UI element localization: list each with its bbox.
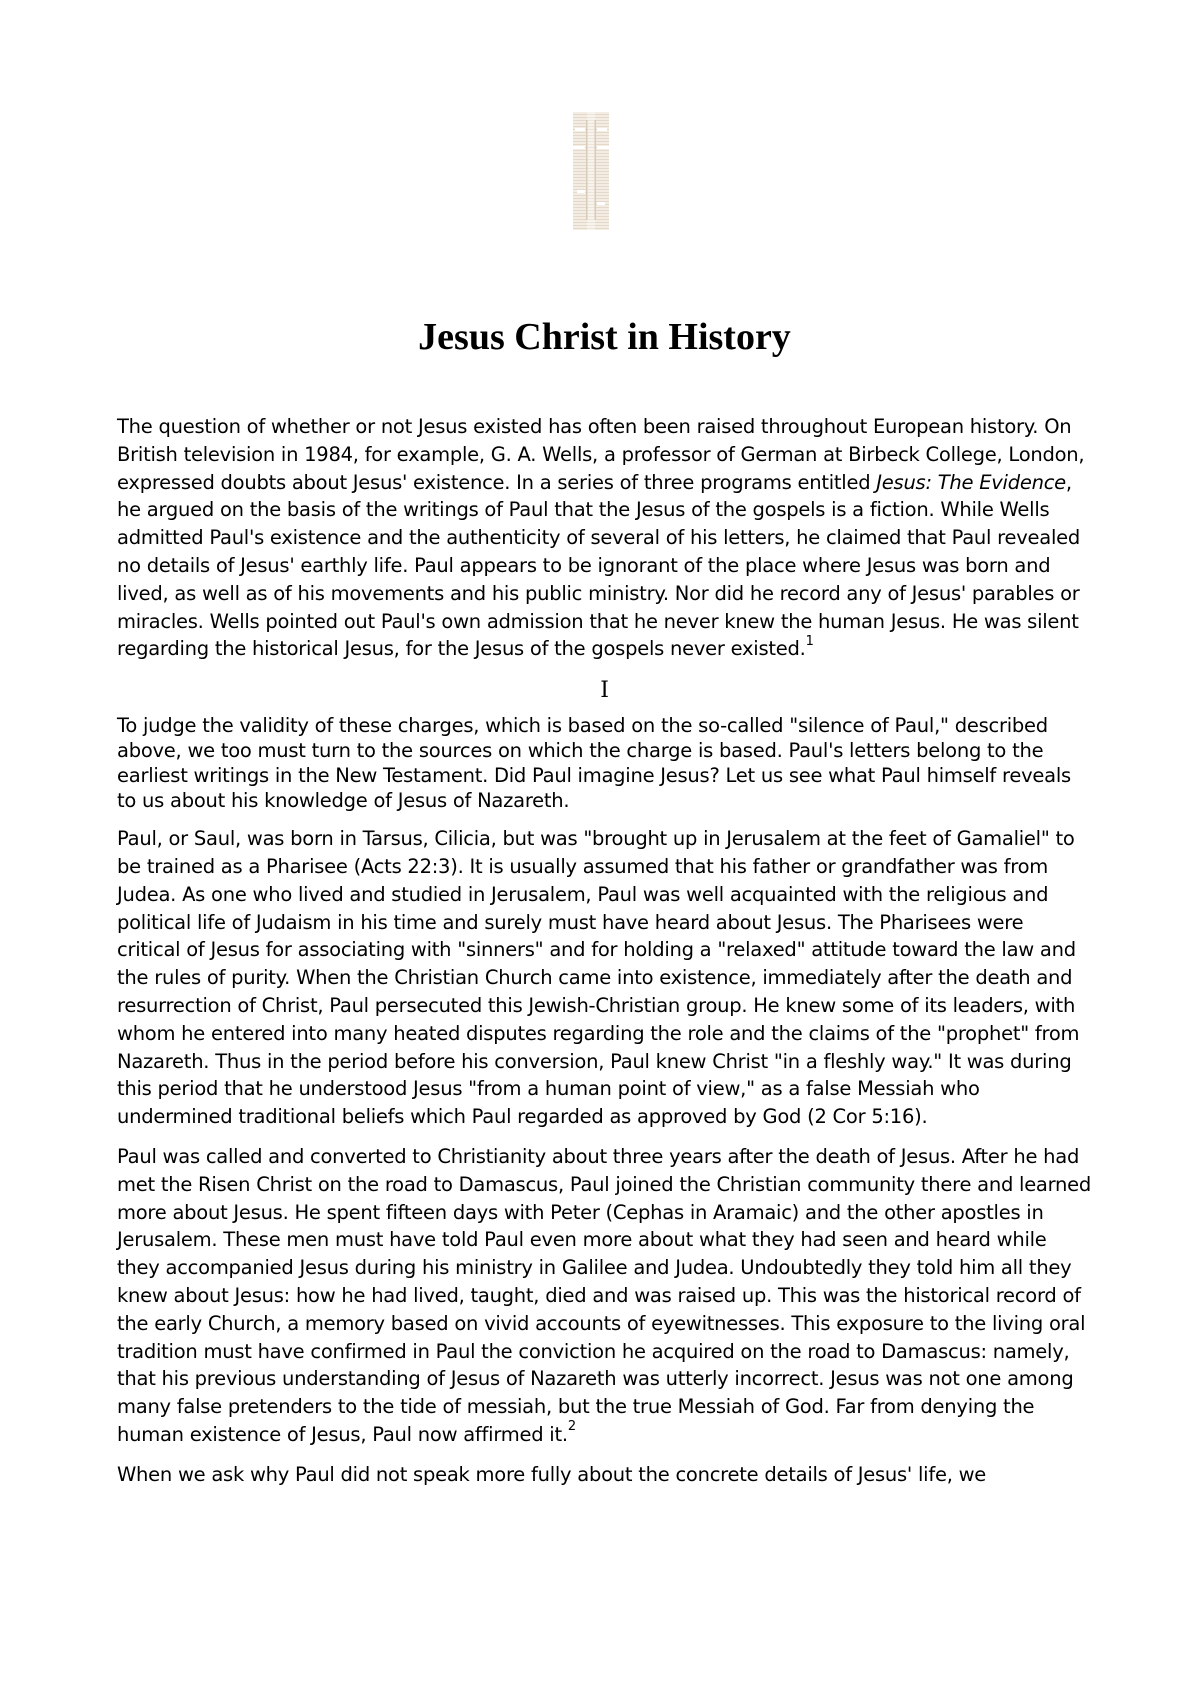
paragraph bbox=[117, 1143, 1092, 1449]
footnote-ref-2[interactable]: 2 bbox=[567, 1419, 576, 1435]
page-title: Jesus Christ in History bbox=[418, 316, 791, 358]
paragraph-text: Paul was called and converted to Christianity about three years after the death of Jesus. After he had met the Risen Christ on the road to Damascus, Paul joined the Christian community there and learned more about Jesus. He spent fifteen days with Peter (Cephas in Aramaic) and the other apostles in Jerusalem. These men must have told Paul even more about what they had seen and heard while they accompanied Jesus during his ministry in Galilee and Judea. Undoubtedly they told him all they knew about Jesus: how he had lived, taught, died and was raised up. This was the historical record of the early Church, a memory based on vivid accounts of eyewitnesses. This exposure to the living oral tradition must have confirmed in Paul the conviction he acquired on the road to Damascus: namely, that his previous understanding of Jesus of Nazareth was utterly incorrect. Jesus was not one among many false pretenders to the tide of messiah, but the true Messiah of God. Far from denying the human existence of Jesus, Paul now affirmed it. bbox=[117, 1144, 1092, 1446]
paragraph: When we ask why Paul did not speak more fully about the concrete details of Jesus' life, we bbox=[117, 1462, 987, 1486]
document-page bbox=[117, 0, 1092, 1698]
orthodox-cross-icon bbox=[573, 112, 609, 230]
paragraph-intro bbox=[117, 413, 1092, 663]
paragraph-intro-text: The question of whether or not Jesus existed has often been raised throughout European history. On British television in 1984, for example, G. A. Wells, a professor of German at Birbeck College, London, expressed doubts about Jesus' existence. In a series of three programs entitled bbox=[117, 415, 1085, 494]
paragraph: Paul, or Saul, was born in Tarsus, Cilicia, but was "brought up in Jerusalem at the feet of Gamaliel" to be trained as a Pharisee (Acts 22:3). It is usually assumed that his father or grandfather was from Judea. As one who lived and studied in Jerusalem, Paul was well acquainted with the religious and political life of Judaism in his time and surely must have heard about Jesus. The Pharisees were critical of Jesus for associating with "sinners" and for holding a "relaxed" attitude toward the law and the rules of purity. When the Christian Church came into existence, immediately after the death and resurrection of Christ, Paul persecuted this Jewish-Christian group. He knew some of its leaders, with whom he entered into many heated disputes regarding the role and the claims of the "prophet" from Nazareth. Thus in the period before his conversion, Paul knew Christ "in a fleshly way." It was during this period that he understood Jesus "from a human point of view," as a false Messiah who undermined traditional beliefs which Paul regarded as approved by God (2 Cor 5:16). bbox=[117, 827, 1080, 1129]
paragraph: To judge the validity of these charges, which is based on the so-called "silence of Paul," described above, we too must turn to the sources on which the charge is based. Paul's letters belong to the earliest writings in the New Testament. Did Paul imagine Jesus? Let us see what Paul himself reveals to us about his knowledge of Jesus of Nazareth. bbox=[117, 714, 1071, 813]
program-title: Jesus: The Evidence bbox=[876, 470, 1066, 494]
section-heading: I bbox=[600, 678, 609, 704]
document-body bbox=[117, 413, 1092, 1501]
paragraph-intro-text-cont: , he argued on the basis of the writings of Paul that the Jesus of the gospels is a fiction. While Wells admitted Paul's existence and the authenticity of several of his letters, he claimed that Paul revealed no details of Jesus' earthly life. Paul appears to be ignorant of the place where Jesus was born and lived, as well as of his movements and his public ministry. Nor did he record any of Jesus' parables or miracles. Wells pointed out Paul's own admission that he never knew the human Jesus. He was silent regarding the historical Jesus, for the Jesus of the gospels never existed. bbox=[117, 470, 1080, 661]
footnote-ref-1[interactable]: 1 bbox=[805, 633, 814, 649]
